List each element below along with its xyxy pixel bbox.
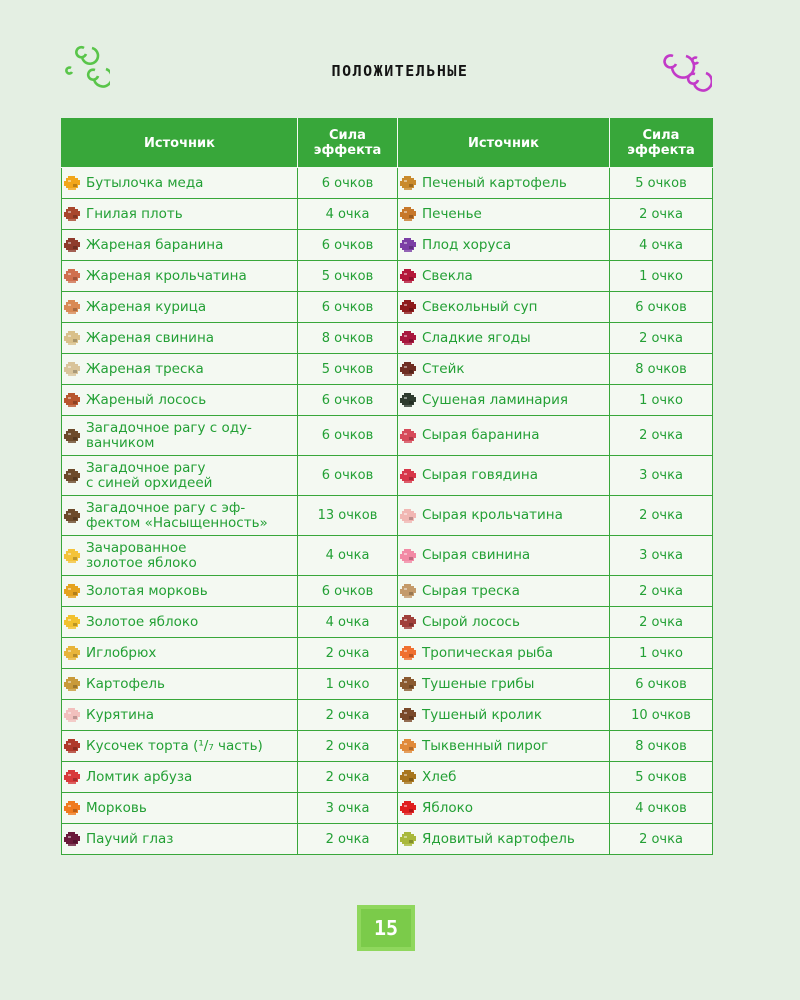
source-cell-right [398, 199, 610, 230]
points-cell-left: 3 очка [298, 793, 398, 824]
raw-chicken-icon [62, 707, 82, 723]
cooked-chicken-icon [62, 299, 82, 315]
mushroom-stew-icon [398, 676, 418, 692]
source-cell-right [398, 496, 610, 536]
raw-porkchop-icon [398, 548, 418, 564]
source-cell-left [62, 323, 298, 354]
source-name: Плод хоруса [422, 236, 512, 253]
source-name: Сырая крольчатина [422, 507, 563, 523]
table-row [62, 762, 713, 793]
source-name: Печенье [422, 205, 482, 222]
header-source-right: Источник [398, 119, 610, 168]
points-cell-right: 2 очка [610, 323, 713, 354]
source-name: Сладкие ягоды [422, 329, 531, 346]
cooked-salmon-icon [62, 392, 82, 408]
points-cell-right: 1 очко [610, 638, 713, 669]
cooked-porkchop-icon [62, 330, 82, 346]
points-cell-left: 6 очков [298, 385, 398, 416]
food-effects-table [61, 118, 713, 855]
table-row [62, 292, 713, 323]
cake-slice-icon [62, 738, 82, 754]
points-cell-right: 1 очко [610, 385, 713, 416]
source-cell-right [398, 385, 610, 416]
raw-rabbit-icon [398, 508, 418, 524]
points-cell-right: 8 очков [610, 731, 713, 762]
suspicious-stew-icon [62, 468, 82, 484]
beetroot-icon [398, 268, 418, 284]
pufferfish-icon [62, 645, 82, 661]
source-name: Картофель [86, 675, 165, 692]
table-row [62, 536, 713, 576]
table-row [62, 199, 713, 230]
source-cell-left [62, 199, 298, 230]
points-cell-right: 5 очков [610, 762, 713, 793]
table-row [62, 261, 713, 292]
table-row [62, 416, 713, 456]
source-cell-left [62, 385, 298, 416]
points-cell-left: 6 очков [298, 230, 398, 261]
bread-icon [398, 769, 418, 785]
raw-mutton-icon [398, 428, 418, 444]
suspicious-stew-icon [62, 508, 82, 524]
points-cell-left: 5 очков [298, 354, 398, 385]
raw-beef-icon [398, 468, 418, 484]
points-cell-right: 5 очков [610, 168, 713, 199]
golden-apple-icon [62, 614, 82, 630]
source-name: Ломтик арбуза [86, 768, 193, 785]
table-row [62, 638, 713, 669]
source-name: Тропическая рыба [422, 644, 554, 661]
source-cell-right [398, 638, 610, 669]
header-strength-right [610, 119, 713, 168]
sweet-berries-icon [398, 330, 418, 346]
table-row [62, 824, 713, 855]
source-cell-right [398, 168, 610, 199]
source-name: Загадочное рагу с эф- фектом «Насыщенность» [86, 499, 268, 531]
points-cell-left: 2 очка [298, 731, 398, 762]
points-cell-right: 6 очков [610, 292, 713, 323]
points-cell-left: 6 очков [298, 292, 398, 323]
source-name: Стейк [422, 360, 465, 377]
source-cell-right [398, 793, 610, 824]
source-name: Жареная курица [86, 298, 207, 315]
table-row [62, 607, 713, 638]
source-name: Жареная свинина [86, 329, 215, 346]
source-name: Сырая свинина [422, 547, 531, 563]
spider-eye-icon [62, 831, 82, 847]
source-cell-right [398, 354, 610, 385]
raw-salmon-icon [398, 614, 418, 630]
source-cell-left [62, 168, 298, 199]
beetroot-soup-icon [398, 299, 418, 315]
points-cell-right: 10 очков [610, 700, 713, 731]
source-cell-right [398, 762, 610, 793]
points-cell-right: 4 очков [610, 793, 713, 824]
rotten-flesh-icon [62, 206, 82, 222]
source-cell-left [62, 793, 298, 824]
points-cell-right: 2 очка [610, 607, 713, 638]
header-strength-left [298, 119, 398, 168]
source-cell-right [398, 416, 610, 456]
source-cell-left [62, 230, 298, 261]
source-name: Паучий глаз [86, 830, 174, 847]
source-name: Сырая говядина [422, 467, 538, 483]
table-row [62, 731, 713, 762]
table-row [62, 385, 713, 416]
source-cell-left [62, 607, 298, 638]
source-cell-left [62, 496, 298, 536]
raw-cod-icon [398, 583, 418, 599]
points-cell-right: 2 очка [610, 199, 713, 230]
cooked-rabbit-icon [62, 268, 82, 284]
source-cell-left [62, 261, 298, 292]
dried-kelp-icon [398, 392, 418, 408]
source-name: Ядовитый картофель [422, 830, 575, 847]
points-cell-left: 2 очка [298, 762, 398, 793]
source-name: Печеный картофель [422, 174, 567, 191]
points-cell-right: 2 очка [610, 496, 713, 536]
table-row [62, 323, 713, 354]
poisonous-potato-icon [398, 831, 418, 847]
source-cell-left [62, 456, 298, 496]
source-name: Загадочное рагу с синей орхидеей [86, 459, 213, 491]
source-cell-right [398, 536, 610, 576]
header-strength-line1: Сила [642, 128, 680, 143]
cooked-cod-icon [62, 361, 82, 377]
source-name: Тыквенный пирог [422, 737, 549, 754]
points-cell-right: 4 очка [610, 230, 713, 261]
points-cell-left: 1 очко [298, 669, 398, 700]
points-cell-left: 13 очков [298, 496, 398, 536]
header-source-left: Источник [62, 119, 298, 168]
source-name: Загадочное рагу с оду- ванчиком [86, 419, 252, 451]
points-cell-left: 5 очков [298, 261, 398, 292]
source-cell-right [398, 669, 610, 700]
source-cell-right [398, 700, 610, 731]
points-cell-right: 2 очка [610, 416, 713, 456]
source-cell-left [62, 638, 298, 669]
source-name: Сырая баранина [422, 427, 540, 443]
source-name: Тушеный кролик [422, 706, 542, 723]
table-row [62, 354, 713, 385]
points-cell-left: 6 очков [298, 576, 398, 607]
source-name: Свекольный суп [422, 298, 538, 315]
cookie-icon [398, 206, 418, 222]
header-strength-line2: эффекта [313, 143, 382, 158]
baked-potato-icon [398, 175, 418, 191]
source-cell-right [398, 292, 610, 323]
points-cell-left: 2 очка [298, 700, 398, 731]
table-row [62, 669, 713, 700]
source-name: Курятина [86, 706, 155, 723]
table-row [62, 496, 713, 536]
source-name: Иглобрюх [86, 644, 157, 661]
source-cell-left [62, 824, 298, 855]
source-cell-left [62, 292, 298, 323]
source-name: Сушеная ламинария [422, 391, 569, 408]
source-name: Яблоко [422, 799, 474, 816]
source-cell-left [62, 762, 298, 793]
points-cell-right: 8 очков [610, 354, 713, 385]
enchanted-golden-apple-icon [62, 548, 82, 564]
source-cell-left [62, 731, 298, 762]
source-name: Свекла [422, 267, 473, 284]
potato-icon [62, 676, 82, 692]
apple-icon [398, 800, 418, 816]
header-strength-line2: эффекта [627, 143, 695, 158]
pumpkin-pie-icon [398, 738, 418, 754]
table-row [62, 576, 713, 607]
points-cell-left: 4 очка [298, 199, 398, 230]
header-strength-line1: Сила [329, 128, 366, 143]
points-cell-left: 4 очка [298, 536, 398, 576]
source-name: Сырая треска [422, 582, 520, 599]
source-cell-right [398, 230, 610, 261]
cooked-mutton-icon [62, 237, 82, 253]
points-cell-left: 6 очков [298, 168, 398, 199]
source-cell-left [62, 669, 298, 700]
source-name: Сырой лосось [422, 613, 520, 630]
points-cell-right: 2 очка [610, 824, 713, 855]
source-cell-right [398, 456, 610, 496]
points-cell-left: 6 очков [298, 456, 398, 496]
source-cell-left [62, 536, 298, 576]
points-cell-left: 6 очков [298, 416, 398, 456]
source-name: Жареный лосось [86, 391, 207, 408]
steak-icon [398, 361, 418, 377]
points-cell-left: 2 очка [298, 638, 398, 669]
points-cell-right: 2 очка [610, 576, 713, 607]
points-cell-right: 3 очка [610, 456, 713, 496]
source-name: Жареная баранина [86, 236, 224, 253]
source-cell-left [62, 354, 298, 385]
points-cell-left: 2 очка [298, 824, 398, 855]
table-row [62, 793, 713, 824]
page-title: ПОЛОЖИТЕЛЬНЫЕ [331, 62, 469, 80]
source-name: Бутылочка меда [86, 174, 204, 191]
source-cell-right [398, 824, 610, 855]
source-cell-left [62, 576, 298, 607]
points-cell-left: 4 очка [298, 607, 398, 638]
source-name: Морковь [86, 799, 147, 816]
honey-bottle-icon [62, 175, 82, 191]
suspicious-stew-icon [62, 428, 82, 444]
rabbit-stew-icon [398, 707, 418, 723]
table-row [62, 230, 713, 261]
source-name: Золотая морковь [86, 582, 208, 599]
source-name: Жареная треска [86, 360, 204, 377]
points-cell-right: 1 очко [610, 261, 713, 292]
source-name: Зачарованное золотое яблоко [86, 539, 197, 571]
points-cell-right: 6 очков [610, 669, 713, 700]
points-cell-right: 3 очка [610, 536, 713, 576]
source-name: Золотое яблоко [86, 613, 199, 630]
table-row [62, 168, 713, 199]
chorus-fruit-icon [398, 237, 418, 253]
source-cell-right [398, 607, 610, 638]
golden-carrot-icon [62, 583, 82, 599]
points-cell-left: 8 очков [298, 323, 398, 354]
melon-slice-icon [62, 769, 82, 785]
source-cell-right [398, 731, 610, 762]
source-name: Хлеб [422, 768, 457, 785]
source-name: Тушеные грибы [422, 675, 535, 692]
source-name: Гнилая плоть [86, 205, 183, 222]
page-number: 15 [357, 905, 415, 951]
source-cell-right [398, 261, 610, 292]
source-cell-right [398, 576, 610, 607]
carrot-icon [62, 800, 82, 816]
table-row [62, 456, 713, 496]
source-cell-left [62, 700, 298, 731]
source-name: Жареная крольчатина [86, 267, 247, 284]
source-cell-left [62, 416, 298, 456]
table-row [62, 700, 713, 731]
table-header-row [62, 119, 713, 168]
source-cell-right [398, 323, 610, 354]
source-name: Кусочек торта (¹/₇ часть) [86, 737, 263, 754]
tropical-fish-icon [398, 645, 418, 661]
